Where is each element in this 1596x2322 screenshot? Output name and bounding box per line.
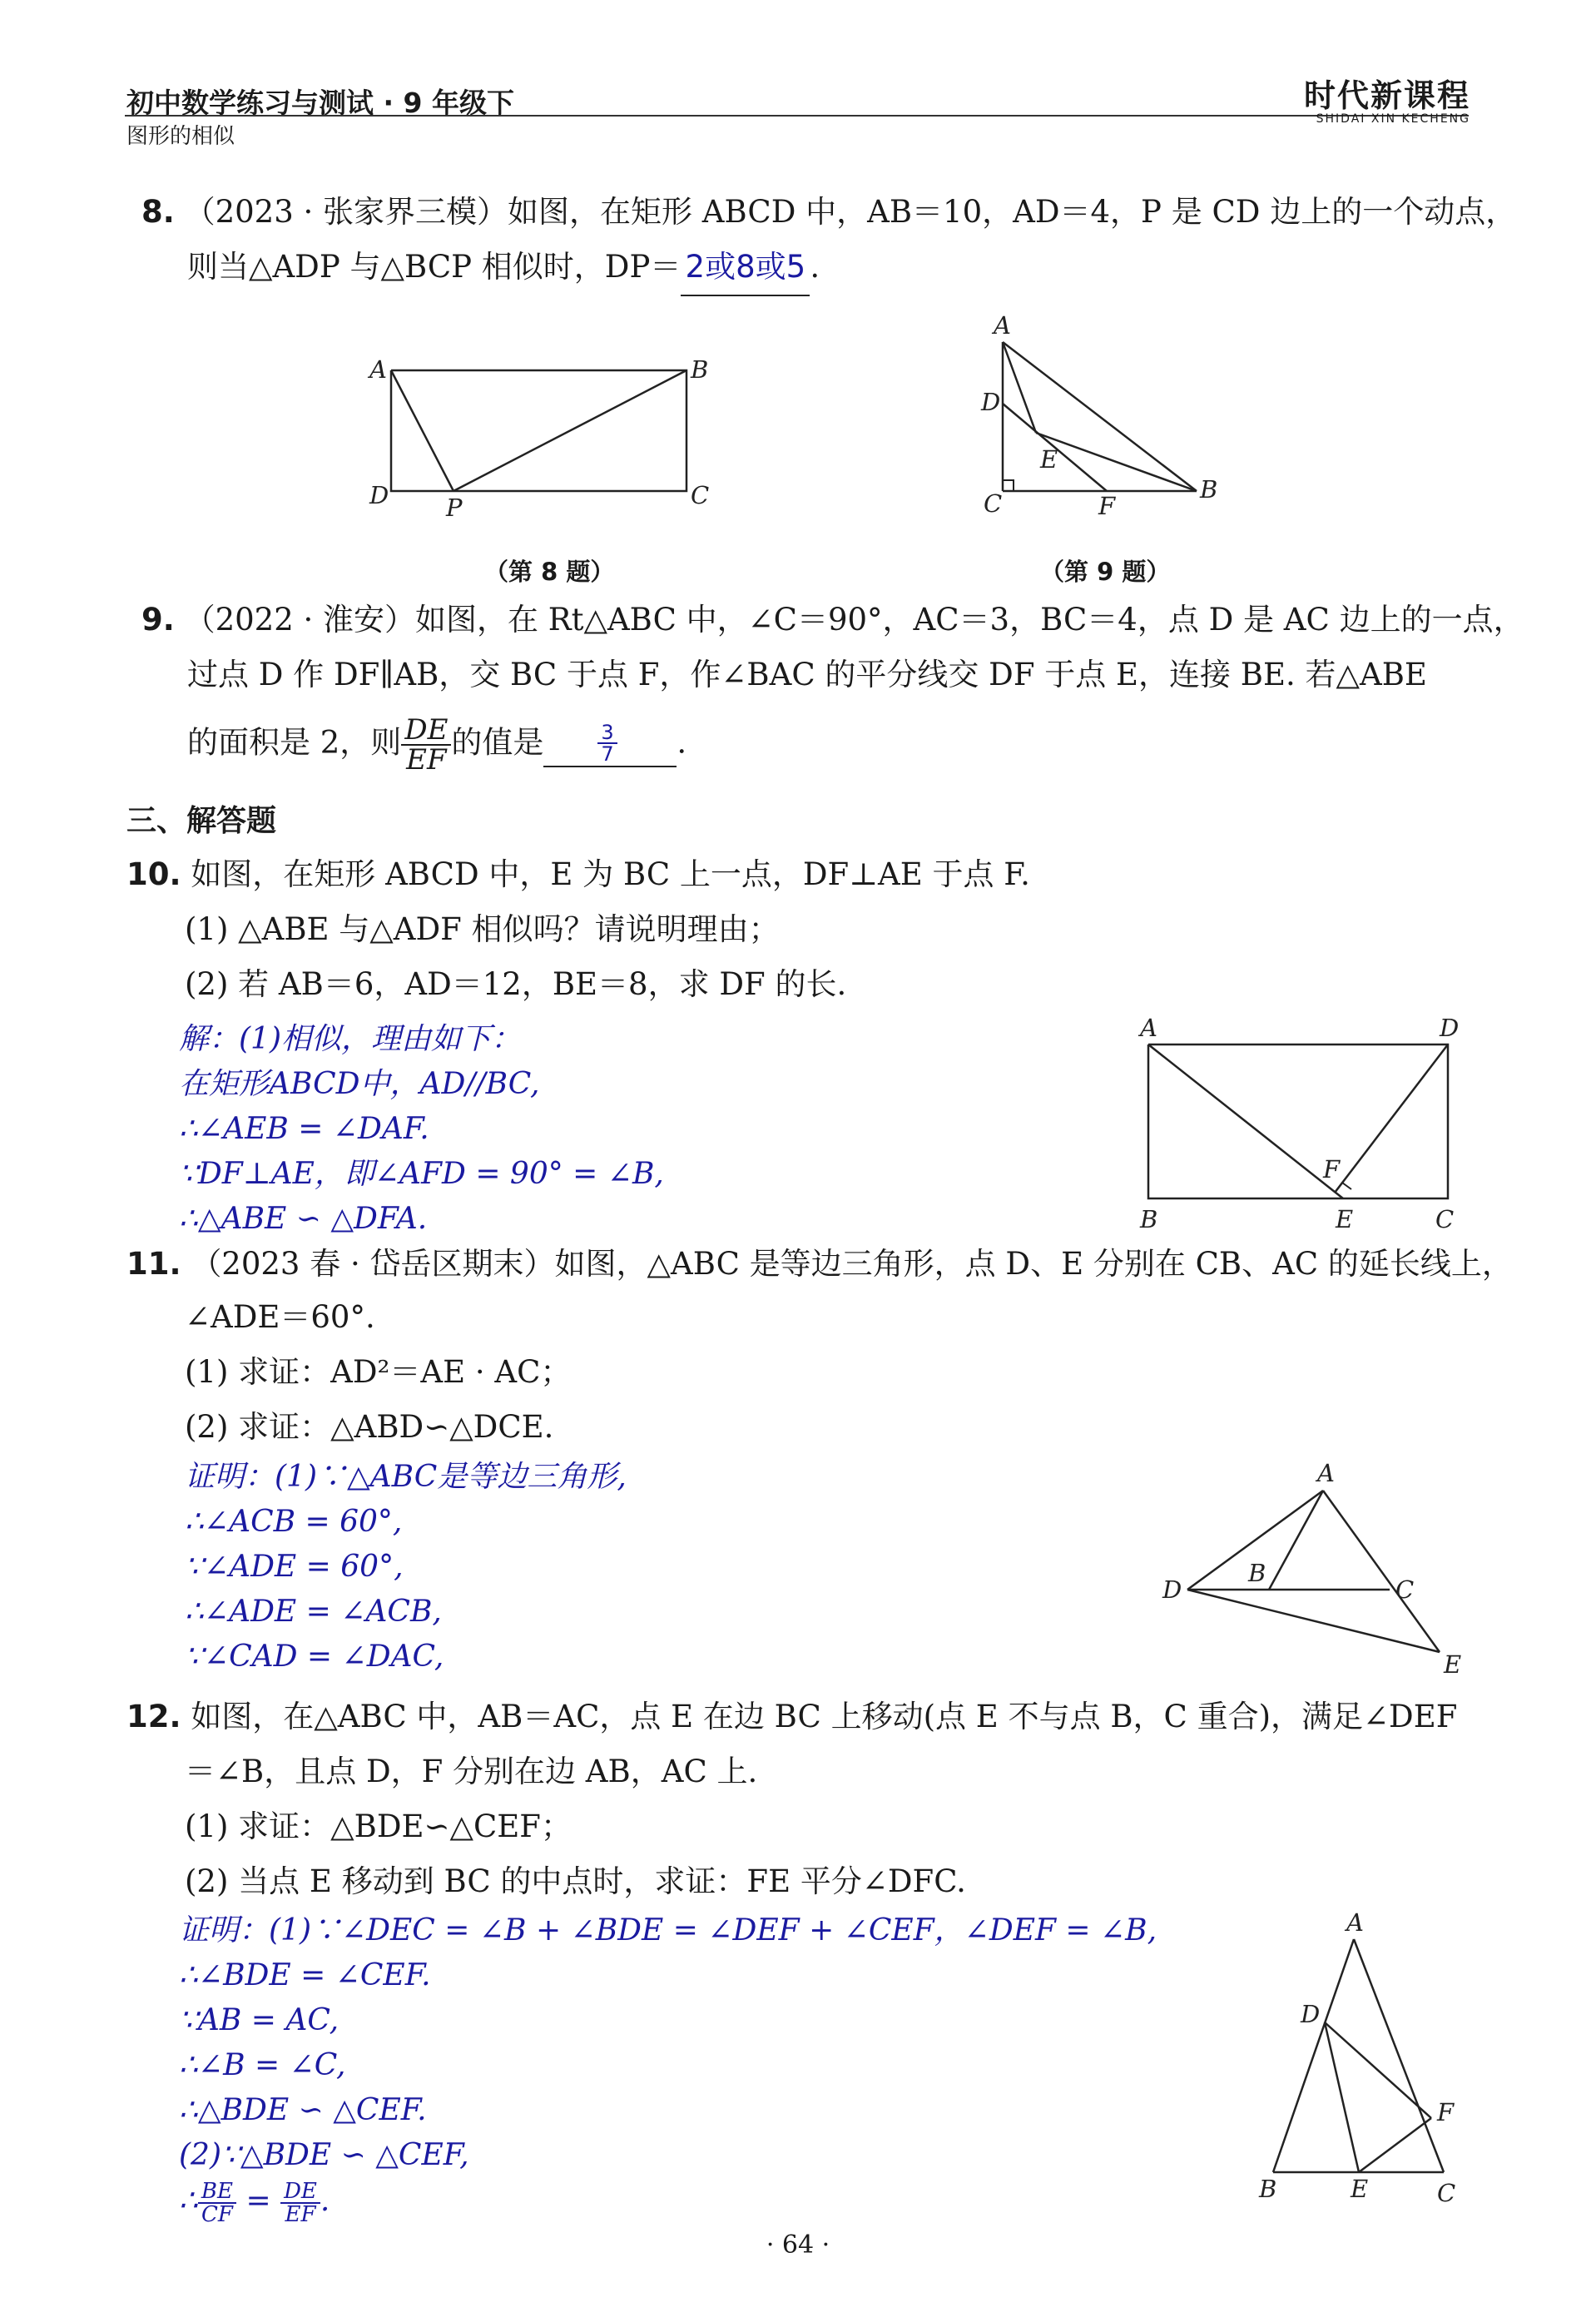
q9-answer <box>597 722 617 764</box>
q8-number: 8. <box>141 194 175 230</box>
q10-sol-line: ∴∠AEB = ∠DAF. <box>179 1112 429 1146</box>
fig10-label-f: F <box>1323 1155 1341 1183</box>
q12-sol-line: ∵AB = AC, <box>179 2003 340 2037</box>
fig8-label-c: C <box>691 481 710 509</box>
q8-end: . <box>810 249 820 285</box>
q11-sol-line: 证明：(1)∵△ABC是等边三角形, <box>185 1460 627 1494</box>
fig8-line-bp <box>454 370 686 491</box>
q10-number: 10. <box>126 856 181 892</box>
q10-stem: 如图，在矩形 ABCD 中，E 为 BC 上一点，DF⊥AE 于点 F. <box>191 856 1030 892</box>
q12-number: 12. <box>126 1699 181 1734</box>
fig9-line-be <box>1036 433 1197 491</box>
fig8-caption: （第 8 题） <box>484 558 615 586</box>
fig11-label-a: A <box>1317 1461 1335 1487</box>
q10-sol-line: 解：(1)相似，理由如下： <box>179 1022 521 1056</box>
fig10-label-b: B <box>1140 1205 1158 1233</box>
brand-name: 时代新课程 <box>1303 77 1470 114</box>
q12-sol-last <box>179 2178 1157 2225</box>
q9-number: 9. <box>141 602 175 638</box>
q9-text1: （2022 · 淮安）如图，在 Rt△ABC 中，∠C＝90°，AC＝3，BC＝4，点 D 是 AC 边上的一点， <box>184 602 1524 638</box>
q11-number: 11. <box>126 1246 181 1282</box>
q11-text1: （2023 春 · 岱岳区期末）如图，△ABC 是等边三角形，点 D、E 分别在 CB、AC 的延长线上， <box>191 1246 1513 1282</box>
fig12-label-d: D <box>1301 2000 1321 2028</box>
q12-sol-frac2-den: EF <box>285 2202 316 2227</box>
fig9-label-c: C <box>984 489 1003 518</box>
q9-text2: 过点 D 作 DF∥AB，交 BC 于点 F，作∠BAC 的平分线交 DF 于点 E，连接 BE. 若△ABE <box>187 657 1427 692</box>
fig9-label-a: A <box>994 312 1011 340</box>
fig10-right-angle <box>1335 1183 1351 1193</box>
q12-sol-line: ∴∠BDE = ∠CEF. <box>179 1958 431 1992</box>
q12-sol-therefore: ∴ <box>179 2184 198 2218</box>
q9-answer-num: 3 <box>597 722 617 744</box>
figure-11 <box>1152 1461 1477 1685</box>
fig11-label-b: B <box>1248 1559 1266 1587</box>
brand-pinyin: SHIDAI XIN KECHENG <box>1316 112 1470 126</box>
fig8-label-d: D <box>369 481 389 509</box>
fig12-label-b: B <box>1259 2175 1277 2203</box>
fig8-label-p: P <box>446 494 463 516</box>
q9-line1 <box>141 593 1524 647</box>
q9-answer-den: 7 <box>601 742 614 766</box>
q11-sol-line: ∴∠ACB = 60°, <box>185 1505 403 1539</box>
page-number: · 64 · <box>766 2230 830 2260</box>
q12-sol-frac1 <box>198 2181 236 2225</box>
q10-sol-line: ∴△ABE ∽ △DFA. <box>179 1202 428 1236</box>
q9-text3: 的面积是 2，则 <box>187 724 402 761</box>
q8-line1 <box>141 185 1516 240</box>
fig9-right-angle <box>1003 480 1014 491</box>
q11-sol-line: ∴∠ADE = ∠ACB, <box>185 1595 442 1629</box>
q12-line1 <box>126 1689 1457 1744</box>
fig10-label-a: A <box>1140 1014 1157 1042</box>
fig11-side-ab <box>1269 1491 1323 1590</box>
section-heading: 三、解答题 <box>126 804 277 838</box>
q9-ratio-num: DE <box>401 716 451 746</box>
fig11-label-e: E <box>1444 1650 1462 1679</box>
fig10-label-c: C <box>1435 1205 1455 1233</box>
fig10-line-ae <box>1148 1044 1343 1198</box>
q12-part2: (2) 当点 E 移动到 BC 的中点时，求证：FE 平分∠DFC. <box>185 1863 966 1899</box>
q10-solution <box>179 1017 664 1242</box>
q12-sol-frac1-den: CF <box>201 2202 233 2227</box>
figure-9 <box>974 312 1240 524</box>
q8-line2 <box>187 240 820 296</box>
figure-12 <box>1252 1906 1481 2214</box>
fig12-line-df <box>1325 2022 1431 2118</box>
fig9-label-d: D <box>981 388 1001 416</box>
q12-sol-line: 证明：(1)∵∠DEC = ∠B + ∠BDE = ∠DEF + ∠CEF，∠DEF = ∠B, <box>179 1913 1157 1947</box>
q12-sol-frac2 <box>280 2181 320 2225</box>
q12-sol-line: (2)∵△BDE ∽ △CEF, <box>179 2138 469 2172</box>
fig10-label-d: D <box>1440 1014 1460 1042</box>
publisher-logo <box>1242 70 1470 126</box>
q9-line3 <box>187 713 687 776</box>
fig10-rectangle <box>1148 1044 1448 1198</box>
q12-part1: (1) 求证：△BDE∽△CEF； <box>185 1808 572 1844</box>
q9-end: . <box>677 724 687 761</box>
q9-ratio-den: EF <box>406 743 447 776</box>
fig12-label-c: C <box>1437 2179 1456 2207</box>
fig8-label-b: B <box>691 355 709 384</box>
fig10-label-e: E <box>1336 1205 1354 1233</box>
figure-8 <box>366 350 716 516</box>
q12-sol-equals: = <box>245 2184 271 2218</box>
q10-sol-line: 在矩形ABCD中，AD//BC, <box>179 1067 540 1101</box>
q11-line1 <box>126 1237 1513 1292</box>
q11-sol-line: ∵∠CAD = ∠DAC, <box>185 1640 444 1674</box>
q11-solution <box>185 1455 627 1679</box>
q9-ratio-fraction <box>401 713 451 776</box>
q12-sol-line: ∴∠B = ∠C, <box>179 2048 346 2082</box>
q12-sol-frac2-num: DE <box>280 2181 320 2204</box>
q8-answer: 2或8或5 <box>681 240 810 296</box>
fig8-rectangle <box>391 370 686 491</box>
q12-sol-frac1-num: BE <box>198 2181 236 2204</box>
fig12-label-a: A <box>1346 1908 1364 1937</box>
q10-line1 <box>126 847 1030 902</box>
fig12-side-ac <box>1354 1939 1444 2172</box>
fig9-label-f: F <box>1098 492 1116 520</box>
book-title: 初中数学练习与测试 · 9 年级下 <box>126 87 514 119</box>
fig11-label-d: D <box>1162 1575 1182 1604</box>
fig9-caption: （第 9 题） <box>1040 558 1171 586</box>
q10-sol-line: ∵DF⊥AE，即∠AFD = 90° = ∠B, <box>179 1157 664 1191</box>
fig12-line-ef <box>1359 2118 1431 2172</box>
fig11-label-c: C <box>1395 1575 1415 1604</box>
q11-part1: (1) 求证：AD²＝AE · AC； <box>185 1354 572 1390</box>
fig12-label-e: E <box>1351 2175 1369 2203</box>
q12-text1: 如图，在△ABC 中，AB＝AC，点 E 在边 BC 上移动(点 E 不与点 B，C 重合)，满足∠DEF <box>191 1699 1458 1734</box>
fig10-line-df <box>1335 1044 1448 1193</box>
q11-sol-line: ∵∠ADE = 60°, <box>185 1550 404 1584</box>
q8-text1: （2023 · 张家界三模）如图，在矩形 ABCD 中，AB＝10，AD＝4，P 是 CD 边上的一个动点， <box>184 194 1517 230</box>
fig9-label-b: B <box>1200 475 1218 504</box>
fig8-label-a: A <box>369 355 387 384</box>
q12-text2: ＝∠B，且点 D，F 分别在边 AB，AC 上. <box>185 1754 758 1789</box>
q11-text2: ∠ADE＝60°. <box>185 1299 375 1335</box>
fig12-line-de <box>1325 2022 1359 2172</box>
q12-sol-line: ∴△BDE ∽ △CEF. <box>179 2093 427 2127</box>
chapter-title: 图形的相似 <box>126 124 235 149</box>
q12-sol-end: . <box>320 2184 330 2218</box>
q12-solution <box>179 1908 1157 2225</box>
fig12-side-ab <box>1273 1939 1354 2172</box>
fig9-side-ab <box>1003 342 1197 491</box>
q10-part2: (2) 若 AB＝6，AD＝12，BE＝8，求 DF 的长. <box>185 966 847 1002</box>
q8-text2: 则当△ADP 与△BCP 相似时，DP＝ <box>187 249 682 285</box>
figure-10 <box>1132 1011 1481 1236</box>
fig12-label-f: F <box>1437 2098 1455 2126</box>
q11-part2: (2) 求证：△ABD∽△DCE. <box>185 1409 554 1445</box>
q10-part1: (1) △ABE 与△ADF 相似吗？请说明理由； <box>185 911 780 947</box>
q9-text3b: 的值是 <box>451 724 544 761</box>
q9-answer-blank <box>543 722 677 767</box>
fig8-line-ap <box>391 370 454 491</box>
fig9-label-e: E <box>1040 445 1058 474</box>
